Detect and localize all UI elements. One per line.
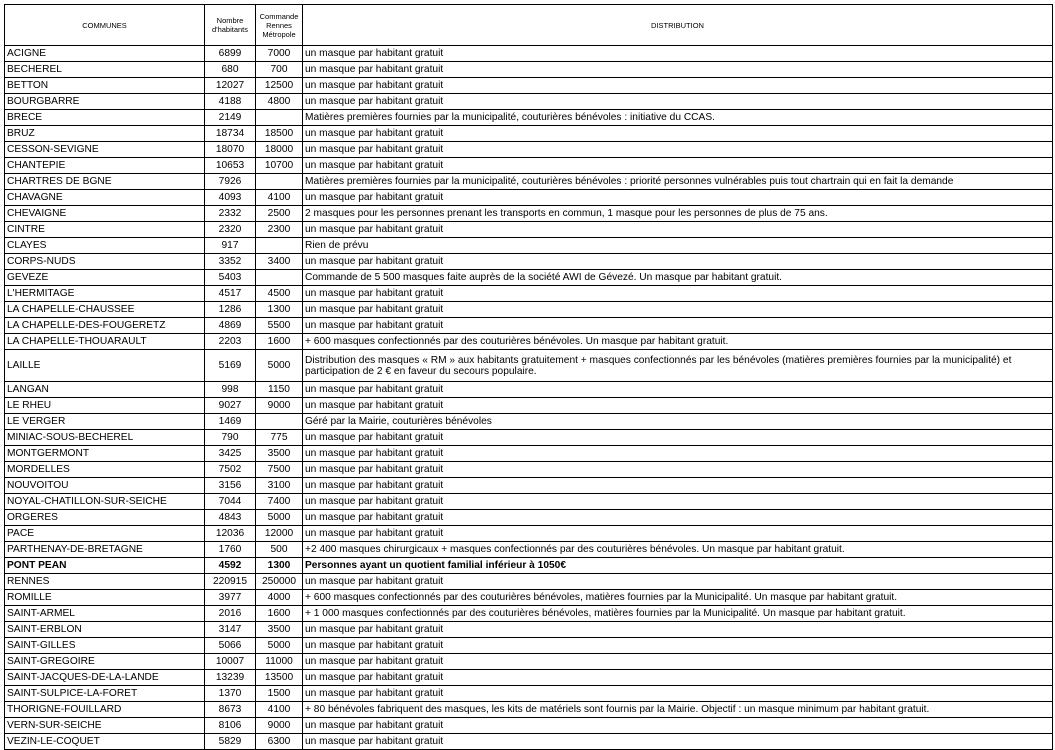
table-header-row (5, 5, 1053, 46)
habitants-cell: 1469 (205, 414, 256, 430)
commune-cell: LA CHAPELLE-DES-FOUGERETZ (5, 318, 205, 334)
commande-cell: 5500 (256, 318, 303, 334)
distribution-cell: un masque par habitant gratuit (303, 494, 1053, 510)
habitants-cell: 4869 (205, 318, 256, 334)
commune-cell: GEVEZE (5, 270, 205, 286)
commune-cell: SAINT-JACQUES-DE-LA-LANDE (5, 670, 205, 686)
table-row (5, 142, 1053, 158)
habitants-cell: 4188 (205, 94, 256, 110)
commune-cell: LAILLE (5, 350, 205, 382)
distribution-cell: un masque par habitant gratuit (303, 190, 1053, 206)
table-row (5, 158, 1053, 174)
commune-cell: CORPS-NUDS (5, 254, 205, 270)
commande-cell: 700 (256, 62, 303, 78)
commune-cell: LANGAN (5, 382, 205, 398)
table-row (5, 638, 1053, 654)
table-row (5, 622, 1053, 638)
commande-cell: 500 (256, 542, 303, 558)
distribution-cell: un masque par habitant gratuit (303, 654, 1053, 670)
commune-cell: VERN-SUR-SEICHE (5, 718, 205, 734)
commande-cell (256, 174, 303, 190)
commande-cell: 1500 (256, 686, 303, 702)
distribution-cell: un masque par habitant gratuit (303, 398, 1053, 414)
table-row (5, 654, 1053, 670)
document-page (4, 4, 1053, 750)
habitants-cell: 3147 (205, 622, 256, 638)
header-distribution: DISTRIBUTION (303, 5, 1053, 46)
table-row (5, 398, 1053, 414)
habitants-cell: 1286 (205, 302, 256, 318)
commune-cell: BECHEREL (5, 62, 205, 78)
commande-cell (256, 238, 303, 254)
commande-cell: 2300 (256, 222, 303, 238)
commune-cell: THORIGNE-FOUILLARD (5, 702, 205, 718)
table-row (5, 414, 1053, 430)
habitants-cell: 7926 (205, 174, 256, 190)
commune-cell: LE VERGER (5, 414, 205, 430)
distribution-cell: un masque par habitant gratuit (303, 142, 1053, 158)
table-row (5, 526, 1053, 542)
habitants-cell: 12036 (205, 526, 256, 542)
commande-cell: 3500 (256, 446, 303, 462)
distribution-cell: un masque par habitant gratuit (303, 622, 1053, 638)
commune-cell: MORDELLES (5, 462, 205, 478)
distribution-cell: un masque par habitant gratuit (303, 510, 1053, 526)
distribution-cell: +2 400 masques chirurgicaux + masques confectionnés par des couturières bénévoles. Un masque par habitant gratuit. (303, 542, 1053, 558)
commande-cell: 9000 (256, 718, 303, 734)
habitants-cell: 680 (205, 62, 256, 78)
commune-cell: NOUVOITOU (5, 478, 205, 494)
table-row (5, 606, 1053, 622)
table-row (5, 222, 1053, 238)
table-row (5, 734, 1053, 750)
commune-cell: CHARTRES DE BGNE (5, 174, 205, 190)
commune-cell: SAINT-SULPICE-LA-FORET (5, 686, 205, 702)
commande-cell: 5000 (256, 510, 303, 526)
commune-cell: LA CHAPELLE-CHAUSSEE (5, 302, 205, 318)
distribution-cell: un masque par habitant gratuit (303, 574, 1053, 590)
commune-cell: MINIAC-SOUS-BECHEREL (5, 430, 205, 446)
commune-cell: CINTRE (5, 222, 205, 238)
table-row (5, 574, 1053, 590)
commune-cell: PARTHENAY-DE-BRETAGNE (5, 542, 205, 558)
habitants-cell: 2332 (205, 206, 256, 222)
commande-cell: 13500 (256, 670, 303, 686)
commune-cell: VEZIN-LE-COQUET (5, 734, 205, 750)
commune-cell: PONT PEAN (5, 558, 205, 574)
distribution-cell: un masque par habitant gratuit (303, 158, 1053, 174)
commande-cell: 4100 (256, 702, 303, 718)
distribution-cell: un masque par habitant gratuit (303, 686, 1053, 702)
habitants-cell: 5829 (205, 734, 256, 750)
distribution-cell: + 80 bénévoles fabriquent des masques, les kits de matériels sont fournis par la Mairie. Objectif : un masque minimum par habitant gratuit. (303, 702, 1053, 718)
distribution-cell: Personnes ayant un quotient familial inférieur à 1050€ (303, 558, 1053, 574)
commande-cell: 7500 (256, 462, 303, 478)
habitants-cell: 10007 (205, 654, 256, 670)
habitants-cell: 4843 (205, 510, 256, 526)
commande-cell: 18000 (256, 142, 303, 158)
distribution-cell: Rien de prévu (303, 238, 1053, 254)
habitants-cell: 18070 (205, 142, 256, 158)
table-row (5, 510, 1053, 526)
table-row (5, 126, 1053, 142)
habitants-cell: 5066 (205, 638, 256, 654)
commune-cell: BOURGBARRE (5, 94, 205, 110)
habitants-cell: 2320 (205, 222, 256, 238)
commande-cell: 7000 (256, 46, 303, 62)
commune-cell: SAINT-ERBLON (5, 622, 205, 638)
table-row (5, 494, 1053, 510)
habitants-cell: 2203 (205, 334, 256, 350)
commune-cell: ORGERES (5, 510, 205, 526)
table-row (5, 302, 1053, 318)
habitants-cell: 9027 (205, 398, 256, 414)
distribution-cell: 2 masques pour les personnes prenant les transports en commun, 1 masque pour les personnes de plus de 75 ans. (303, 206, 1053, 222)
habitants-cell: 8673 (205, 702, 256, 718)
commande-cell: 4800 (256, 94, 303, 110)
commande-cell: 5000 (256, 350, 303, 382)
distribution-cell: Matières premières fournies par la municipalité, couturières bénévoles : initiative du CCAS. (303, 110, 1053, 126)
habitants-cell: 6899 (205, 46, 256, 62)
habitants-cell: 7044 (205, 494, 256, 510)
commune-cell: LE RHEU (5, 398, 205, 414)
table-row (5, 702, 1053, 718)
commande-cell: 250000 (256, 574, 303, 590)
table-row (5, 190, 1053, 206)
distribution-cell: un masque par habitant gratuit (303, 254, 1053, 270)
habitants-cell: 4592 (205, 558, 256, 574)
habitants-cell: 1760 (205, 542, 256, 558)
commande-cell: 11000 (256, 654, 303, 670)
commune-cell: RENNES (5, 574, 205, 590)
commune-cell: NOYAL-CHATILLON-SUR-SEICHE (5, 494, 205, 510)
commande-cell (256, 414, 303, 430)
distribution-cell: + 1 000 masques confectionnés par des couturières bénévoles, matières fournies par la Municipalité. Un masque par habitant gratuit. (303, 606, 1053, 622)
distribution-cell: + 600 masques confectionnés par des couturières bénévoles, matières fournies par la Municipalité. Un masque par habitant gratuit. (303, 590, 1053, 606)
table-row (5, 62, 1053, 78)
habitants-cell: 5403 (205, 270, 256, 286)
table-row (5, 462, 1053, 478)
distribution-cell: un masque par habitant gratuit (303, 638, 1053, 654)
commande-cell: 3400 (256, 254, 303, 270)
table-row (5, 478, 1053, 494)
commande-cell: 775 (256, 430, 303, 446)
commune-cell: BETTON (5, 78, 205, 94)
distribution-cell: Géré par la Mairie, couturières bénévoles (303, 414, 1053, 430)
commande-cell: 1300 (256, 302, 303, 318)
habitants-cell: 8106 (205, 718, 256, 734)
commune-cell: ROMILLE (5, 590, 205, 606)
habitants-cell: 220915 (205, 574, 256, 590)
habitants-cell: 4093 (205, 190, 256, 206)
distribution-cell: Distribution des masques « RM » aux habitants gratuitement + masques confectionnés par les bénévoles (matières premières fournies par la municipalité) et participation de 2 € en faveur du secours populaire. (303, 350, 1053, 382)
table-row (5, 334, 1053, 350)
table-row (5, 254, 1053, 270)
distribution-cell: un masque par habitant gratuit (303, 318, 1053, 334)
commune-cell: CLAYES (5, 238, 205, 254)
commune-cell: PACE (5, 526, 205, 542)
commande-cell: 9000 (256, 398, 303, 414)
table-row (5, 558, 1053, 574)
commune-cell: LA CHAPELLE-THOUARAULT (5, 334, 205, 350)
table-row (5, 94, 1053, 110)
distribution-cell: un masque par habitant gratuit (303, 718, 1053, 734)
habitants-cell: 2016 (205, 606, 256, 622)
commune-cell: L'HERMITAGE (5, 286, 205, 302)
distribution-cell: un masque par habitant gratuit (303, 46, 1053, 62)
header-habitants: Nombre d'habitants (205, 5, 256, 46)
table-row (5, 686, 1053, 702)
commande-cell: 5000 (256, 638, 303, 654)
distribution-cell: un masque par habitant gratuit (303, 222, 1053, 238)
habitants-cell: 5169 (205, 350, 256, 382)
table-row (5, 718, 1053, 734)
commune-cell: MONTGERMONT (5, 446, 205, 462)
habitants-cell: 998 (205, 382, 256, 398)
distribution-cell: un masque par habitant gratuit (303, 670, 1053, 686)
distribution-cell: un masque par habitant gratuit (303, 526, 1053, 542)
distribution-cell: un masque par habitant gratuit (303, 478, 1053, 494)
commande-cell (256, 270, 303, 286)
header-communes: COMMUNES (5, 5, 205, 46)
distribution-cell: un masque par habitant gratuit (303, 382, 1053, 398)
table-row (5, 542, 1053, 558)
table-row (5, 590, 1053, 606)
commande-cell: 4500 (256, 286, 303, 302)
table-row (5, 206, 1053, 222)
table-row (5, 350, 1053, 382)
distribution-cell: un masque par habitant gratuit (303, 430, 1053, 446)
commande-cell: 7400 (256, 494, 303, 510)
habitants-cell: 3156 (205, 478, 256, 494)
masks-distribution-table (4, 4, 1053, 750)
commune-cell: CHAVAGNE (5, 190, 205, 206)
table-row (5, 238, 1053, 254)
habitants-cell: 790 (205, 430, 256, 446)
table-row (5, 78, 1053, 94)
header-commande: Commande Rennes Métropole (256, 5, 303, 46)
habitants-cell: 3352 (205, 254, 256, 270)
habitants-cell: 4517 (205, 286, 256, 302)
distribution-cell: un masque par habitant gratuit (303, 302, 1053, 318)
habitants-cell: 10653 (205, 158, 256, 174)
table-row (5, 286, 1053, 302)
distribution-cell: un masque par habitant gratuit (303, 734, 1053, 750)
table-row (5, 382, 1053, 398)
habitants-cell: 2149 (205, 110, 256, 126)
commande-cell: 12500 (256, 78, 303, 94)
table-row (5, 446, 1053, 462)
table-row (5, 174, 1053, 190)
commande-cell: 10700 (256, 158, 303, 174)
commande-cell: 2500 (256, 206, 303, 222)
habitants-cell: 13239 (205, 670, 256, 686)
distribution-cell: un masque par habitant gratuit (303, 94, 1053, 110)
distribution-cell: un masque par habitant gratuit (303, 62, 1053, 78)
habitants-cell: 1370 (205, 686, 256, 702)
commande-cell: 4100 (256, 190, 303, 206)
distribution-cell: un masque par habitant gratuit (303, 126, 1053, 142)
commande-cell: 1600 (256, 334, 303, 350)
table-row (5, 318, 1053, 334)
commune-cell: ACIGNE (5, 46, 205, 62)
commande-cell: 12000 (256, 526, 303, 542)
commande-cell: 1300 (256, 558, 303, 574)
habitants-cell: 3425 (205, 446, 256, 462)
habitants-cell: 7502 (205, 462, 256, 478)
habitants-cell: 18734 (205, 126, 256, 142)
habitants-cell: 917 (205, 238, 256, 254)
distribution-cell: Matières premières fournies par la municipalité, couturières bénévoles : priorité personnes vulnérables puis tout chartrain qui en fait la demande (303, 174, 1053, 190)
distribution-cell: Commande de 5 500 masques faite auprès de la société AWI de Gévezé. Un masque par habitant gratuit. (303, 270, 1053, 286)
commune-cell: BRECE (5, 110, 205, 126)
commande-cell: 18500 (256, 126, 303, 142)
commune-cell: BRUZ (5, 126, 205, 142)
commande-cell: 4000 (256, 590, 303, 606)
commande-cell (256, 110, 303, 126)
commune-cell: SAINT-GILLES (5, 638, 205, 654)
commande-cell: 3100 (256, 478, 303, 494)
distribution-cell: un masque par habitant gratuit (303, 78, 1053, 94)
table-body (5, 46, 1053, 750)
commande-cell: 6300 (256, 734, 303, 750)
commune-cell: CESSON-SEVIGNE (5, 142, 205, 158)
distribution-cell: un masque par habitant gratuit (303, 446, 1053, 462)
habitants-cell: 12027 (205, 78, 256, 94)
commune-cell: CHANTEPIE (5, 158, 205, 174)
table-row (5, 670, 1053, 686)
commune-cell: SAINT-ARMEL (5, 606, 205, 622)
table-row (5, 46, 1053, 62)
table-row (5, 110, 1053, 126)
habitants-cell: 3977 (205, 590, 256, 606)
distribution-cell: + 600 masques confectionnés par des couturières bénévoles. Un masque par habitant gratuit. (303, 334, 1053, 350)
distribution-cell: un masque par habitant gratuit (303, 286, 1053, 302)
commune-cell: SAINT-GREGOIRE (5, 654, 205, 670)
table-row (5, 270, 1053, 286)
commande-cell: 3500 (256, 622, 303, 638)
commune-cell: CHEVAIGNE (5, 206, 205, 222)
commande-cell: 1600 (256, 606, 303, 622)
distribution-cell: un masque par habitant gratuit (303, 462, 1053, 478)
commande-cell: 1150 (256, 382, 303, 398)
table-row (5, 430, 1053, 446)
